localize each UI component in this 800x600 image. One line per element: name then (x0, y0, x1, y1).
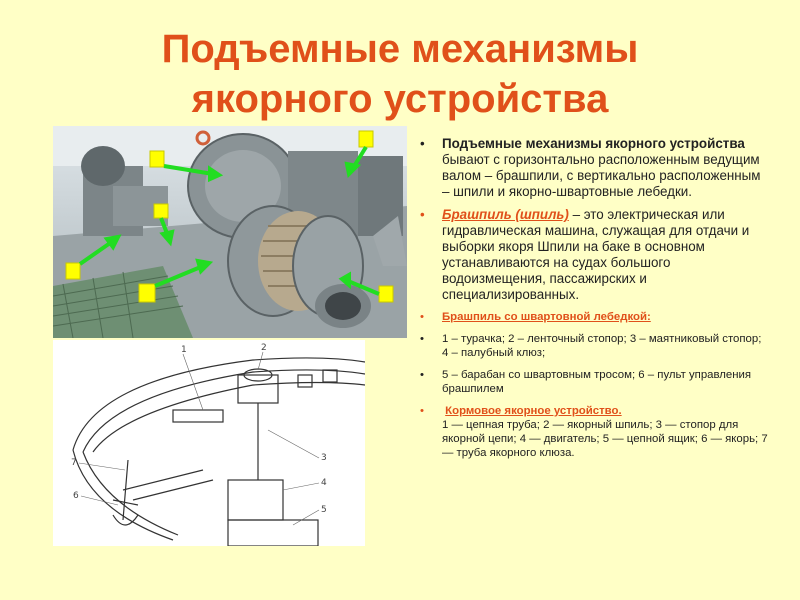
drawing-label-6: 6 (73, 491, 79, 501)
list-item (418, 207, 768, 303)
drawing-label-7: 7 (71, 458, 77, 468)
term-windlass: Брашпиль (шпиль) (442, 207, 569, 222)
drawing-label-1: 1 (181, 345, 187, 355)
stern-anchor-drawing-graphic (53, 340, 365, 546)
list-item (418, 368, 768, 396)
item-text: 1 – турачка; 2 – ленточный стопор; 3 – маятниковый стопор; 4 – палубный клюз; (442, 333, 762, 359)
drawing-label-5: 5 (321, 505, 327, 515)
windlass-photo (53, 126, 407, 338)
stern-anchor-drawing (53, 340, 365, 546)
bullet: • (420, 369, 424, 381)
list-item (418, 136, 768, 200)
heading-windlass-winch: Брашпиль со швартовной лебедкой: (442, 311, 651, 323)
item-text: 5 – барабан со швартовным тросом; 6 – пульт управления брашпилем (442, 369, 752, 395)
drawing-label-3: 3 (321, 453, 327, 463)
list-item (418, 332, 768, 360)
description-text (418, 136, 768, 468)
item-text: бывают с горизонтально расположенным ведущим валом – брашпили, с вертикально расположенным – шпили и якорно-швартовные лебедки. (442, 152, 761, 199)
title-line-1: Подъемные механизмы (161, 27, 639, 71)
title-line-2: якорного устройства (191, 77, 609, 121)
item-text: – это электрическая или гидравлическая машина, служащая для отдачи и выборки якоря Шпили на баке в основном устанавливаются на судах большого водоизмещения, пассажирских и специализированных. (442, 207, 750, 302)
windlass-photo-graphic (53, 126, 407, 338)
list-item (418, 404, 768, 460)
item-text: 1 — цепная труба; 2 — якорный шпиль; 3 — стопор для якорной цепи; 4 — двигатель; 5 — цепной ящик; 6 — якорь; 7 — труба якорного клюза. (442, 419, 768, 459)
drawing-label-4: 4 (321, 478, 327, 488)
drawing-label-2: 2 (261, 343, 267, 353)
slide-title (0, 24, 800, 124)
heading-stern-anchor: Кормовое якорное устройство. (445, 405, 622, 417)
bullet: • (420, 311, 424, 323)
bullet: • (420, 136, 425, 151)
bullet: • (420, 207, 425, 222)
list-item (418, 310, 768, 324)
bullet: • (420, 333, 424, 345)
description-list (418, 136, 768, 460)
term-mechanisms: Подъемные механизмы якорного устройства (442, 136, 745, 151)
bullet: • (420, 405, 424, 417)
